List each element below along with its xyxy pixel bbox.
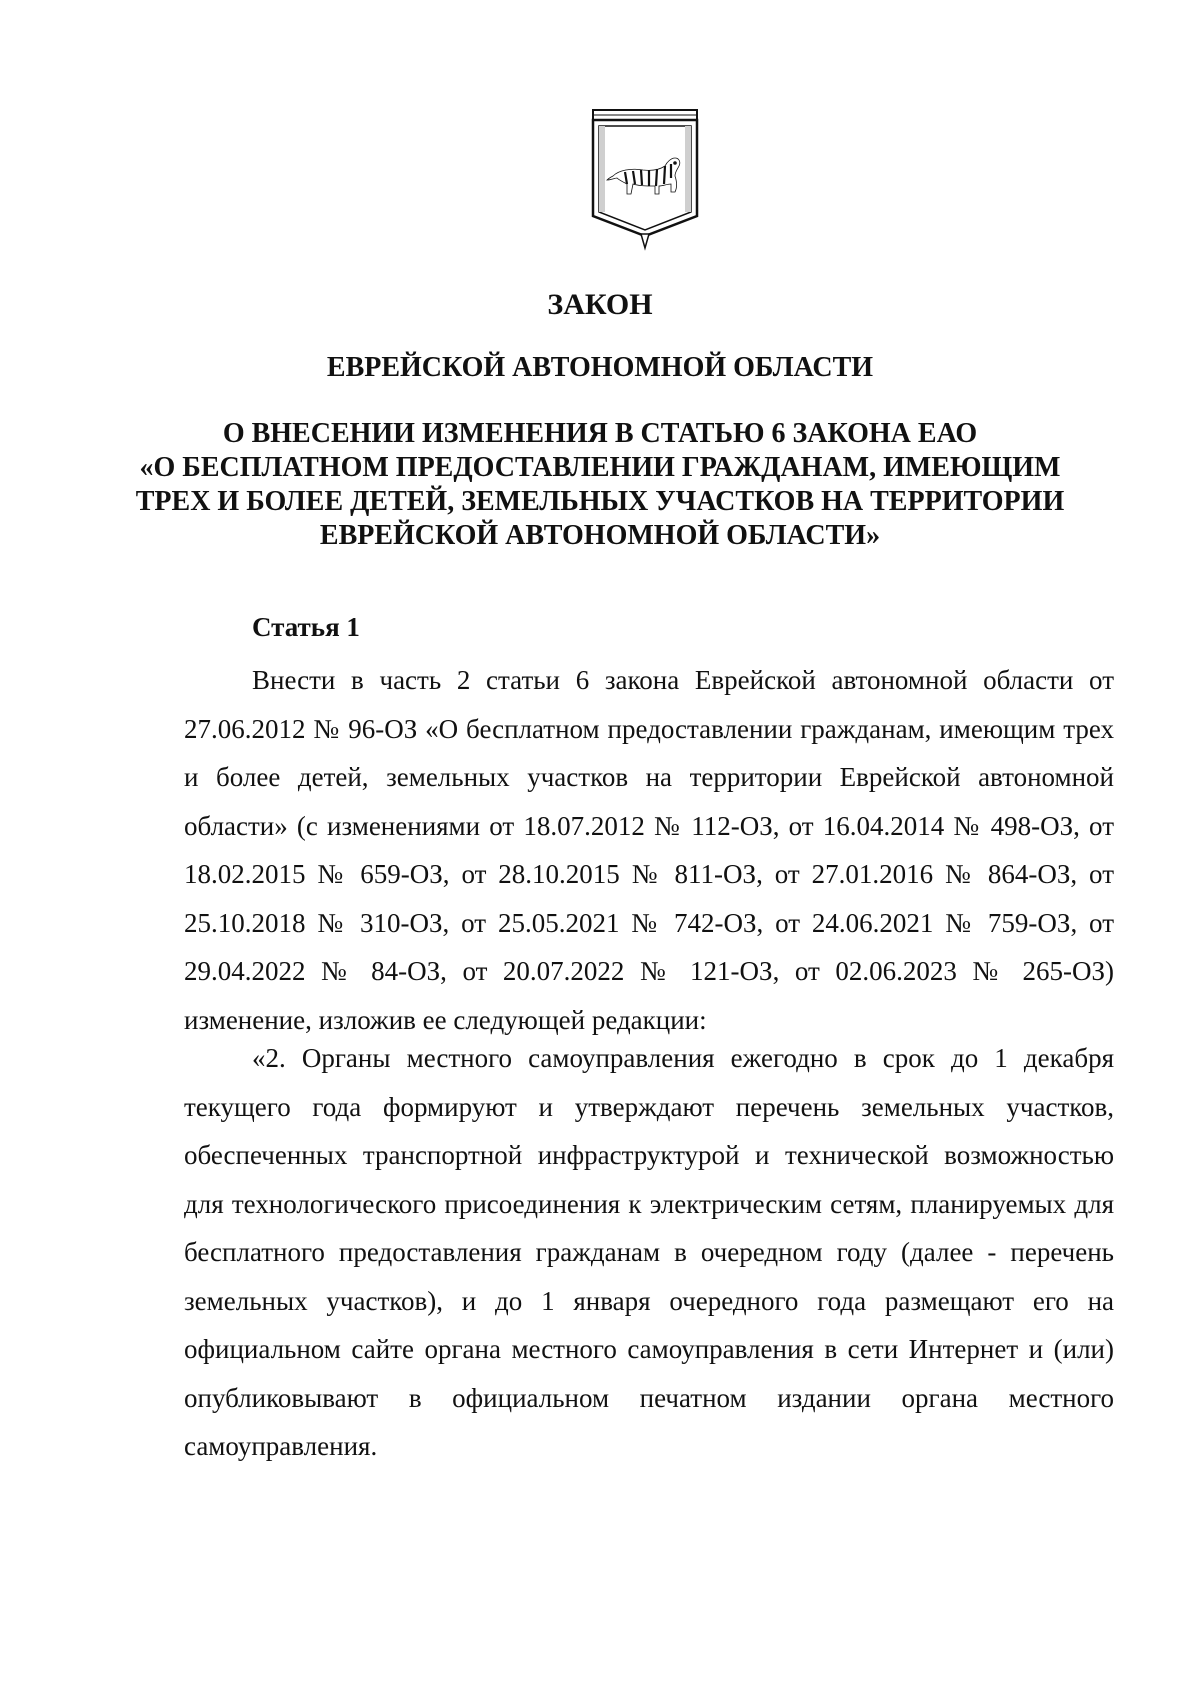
subject-line: «О БЕСПЛАТНОМ ПРЕДОСТАВЛЕНИИ ГРАЖДАНАМ, ИМЕЮЩИМ <box>139 452 1061 483</box>
article-heading: Статья 1 <box>252 612 360 642</box>
coat-of-arms-emblem <box>585 108 705 258</box>
tiger-shield-icon <box>585 108 705 258</box>
subject-line: О ВНЕСЕНИИ ИЗМЕНЕНИЯ В СТАТЬЮ 6 ЗАКОНА ЕАО <box>222 418 978 449</box>
subject-line: ЕВРЕЙСКОЙ АВТОНОМНОЙ ОБЛАСТИ» <box>319 520 881 551</box>
article-paragraph: «2. Органы местного самоуправления ежегодно в срок до 1 декабря текущего года формируют и утверждают перечень земельных участков, обеспеченных транспортной инфраструктурой и технической возможностью для технологического присоединения к электрическим сетям, планируемых для бесплатного предоставления гражданам в очередном году (далее - перечень земельных участков), и до 1 января очередного года размещают его на официальном сайте органа местного самоуправления в сети Интернет и (или) опубликовывают в официальном печатном издании органа местного самоуправления. <box>184 1043 1114 1461</box>
article-paragraph: Внести в часть 2 статьи 6 закона Еврейской автономной области от 27.06.2012 № 96-ОЗ «О бесплатном предоставлении гражданам, имеющим трех и более детей, земельных участков на территории Еврейской автономной области» (с изменениями от 18.07.2012 № 112-ОЗ, от 16.04.2014 № 498-ОЗ, от 18.02.2015 № 659-ОЗ, от 28.10.2015 № 811-ОЗ, от 27.01.2016 № 864-ОЗ, от 25.10.2018 № 310-ОЗ, от 25.05.2021 № 742-ОЗ, от 24.06.2021 № 759-ОЗ, от 29.04.2022 № 84-ОЗ, от 20.07.2022 № 121-ОЗ, от 02.06.2023 № 265-ОЗ) изменение, изложив ее следующей редакции: <box>184 665 1114 1035</box>
subject-line: ТРЕХ И БОЛЕЕ ДЕТЕЙ, ЗЕМЕЛЬНЫХ УЧАСТКОВ НА ТЕРРИТОРИИ <box>135 486 1065 517</box>
law-subject <box>0 417 1200 553</box>
law-label: ЗАКОН <box>547 288 653 321</box>
region-title: ЕВРЕЙСКОЙ АВТОНОМНОЙ ОБЛАСТИ <box>326 352 874 383</box>
